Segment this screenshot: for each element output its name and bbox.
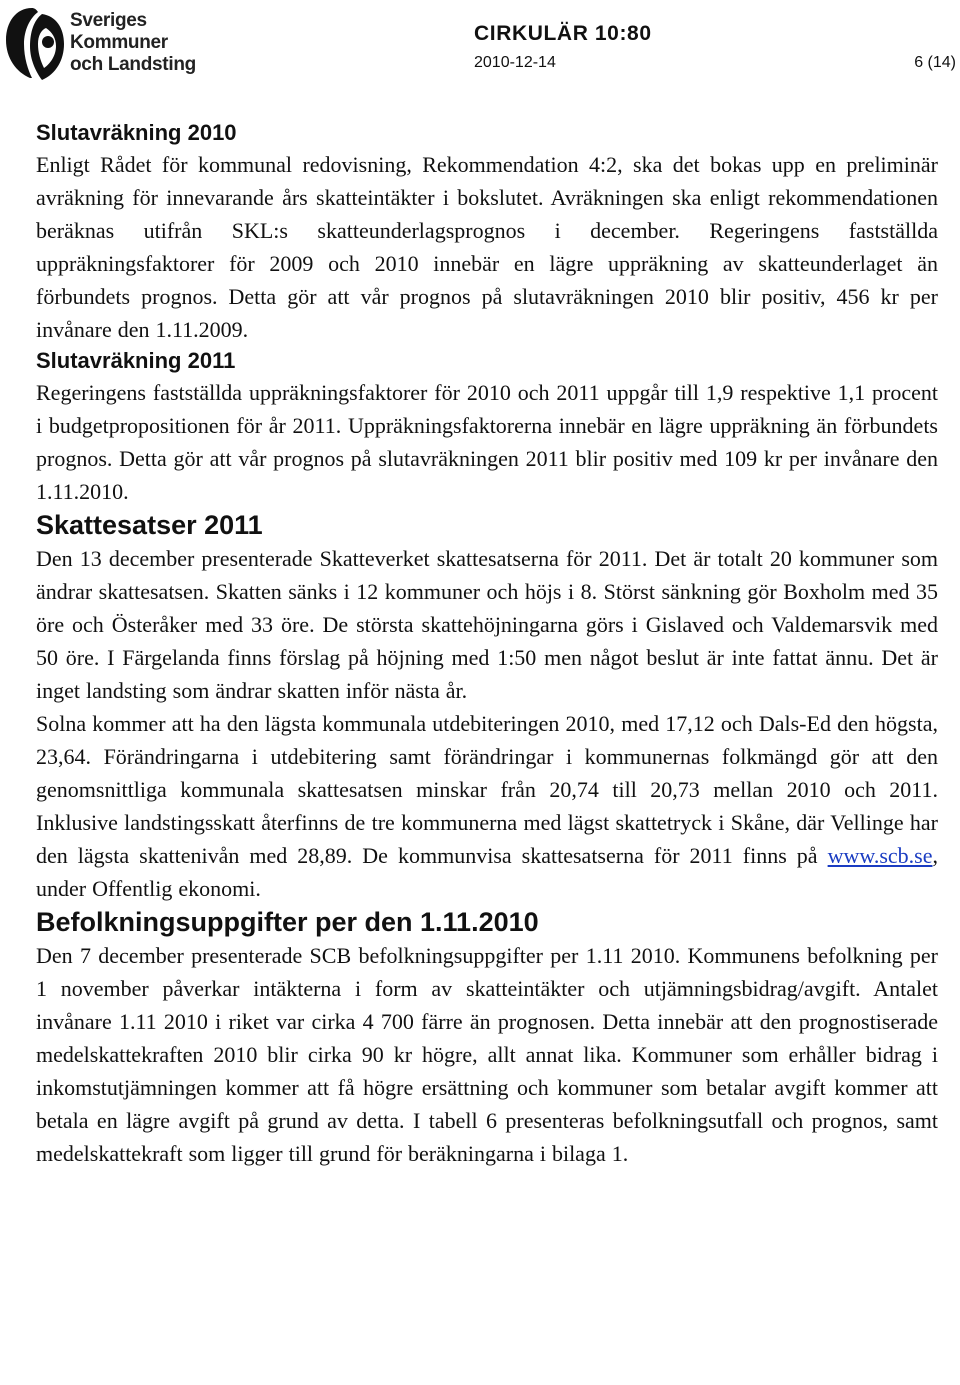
section-heading-skattesatser-2011: Skattesatser 2011: [36, 510, 263, 540]
circular-date: 2010-12-14: [474, 54, 556, 71]
paragraph-text-after-link: , under Offentlig ekonomi.: [36, 843, 938, 901]
logo-line-1: Sveriges: [70, 10, 147, 31]
logo-wordmark: [70, 10, 196, 76]
section-heading-slutavrakning-2011: Slutavräkning 2011: [36, 348, 236, 373]
section-heading-befolkningsuppgifter: Befolkningsuppgifter per den 1.11.2010: [36, 907, 539, 937]
skl-emblem-icon: [2, 2, 66, 82]
section-heading-slutavrakning-2010: Slutavräkning 2010: [36, 120, 237, 145]
paragraph-text-before-link: Solna kommer att ha den lägsta kommunala utdebiteringen 2010, med 17,12 och Dals-Ed den högsta, 23,64. Förändringarna i utdebitering samt förändringar i kommunernas folkmängd gör att den genomsnittliga kommunala skattesatsen minskar från 20,74 till 20,73 mellan 2010 och 2011. Inklusive landstingsskatt återfinns de tre kommunerna med lägst skattetryck i Skåne, där Vellinge har den lägsta skattenivån med 28,89. De kommunvisa skattesatserna för 2011 finns på: [36, 711, 938, 868]
section-paragraph: Den 13 december presenterade Skatteverket skattesatserna för 2011. Det är totalt 20 kommuner som ändrar skattesatsen. Skatten sänks i 12 kommuner och höjs i 8. Störst sänkning gör Boxholm med 35 öre och Österåker med 33 öre. De största skattehöjningarna görs i Gislaved och Valdemarsvik med 50 öre. I Färgelanda finns förslag på höjning med 1:50 men något beslut är inte fattat ännu. Det är inget landsting som ändrar skatten inför nästa år.: [36, 546, 938, 703]
circular-title: CIRKULÄR 10:80: [474, 22, 652, 45]
section-paragraph: Enligt Rådet för kommunal redovisning, Rekommendation 4:2, ska det bokas upp en preliminär avräkning för innevarande års skatteintäkter i bokslutet. Avräkningen ska enligt rekommendationen beräknas utifrån SKL:s skatteunderlagsprognos i december. Regeringens fastställda uppräkningsfaktorer för 2009 och 2010 innebär en lägre uppräkning av skatteunderlaget än förbundets prognos. Detta gör att vår prognos på slutavräkningen 2010 blir positiv, 456 kr per invånare den 1.11.2009.: [36, 152, 938, 342]
logo-line-3: och Landsting: [70, 54, 196, 75]
document-body: [36, 118, 938, 1170]
section-paragraph-with-link: [36, 707, 938, 905]
section-paragraph: Den 7 december presenterade SCB befolkningsuppgifter per 1.11 2010. Kommunens befolkning per 1 november påverkar intäkterna i form av skatteintäkter och utjämningsbidrag/avgift. Antalet invånare 1.11 2010 i riket var cirka 4 700 färre än prognosen. Detta innebär att den prognostiserade medelskattekraften 2010 blir cirka 90 kr högre, allt annat lika. Kommuner som erhåller bidrag i inkomstutjämningen kommer att få högre ersättning och kommuner som betalar avgift kommer att betala en lägre avgift på grund av detta. I tabell 6 presenteras befolkningsutfall och prognos, samt medelskattekraft som ligger till grund för beräkningarna i bilaga 1.: [36, 943, 938, 1166]
section-paragraph: Regeringens fastställda uppräkningsfaktorer för 2010 och 2011 uppgår till 1,9 respektive 1,1 procent i budgetpropositionen för år 2011. Uppräkningsfaktorerna innebär en lägre uppräkning än förbundets prognos. Detta gör att vår prognos på slutavräkningen 2011 blir positiv med 109 kr per invånare den 1.11.2010.: [36, 380, 938, 504]
skl-logo: [2, 2, 202, 82]
scb-link[interactable]: www.scb.se: [827, 843, 933, 868]
logo-line-2: Kommuner: [70, 32, 168, 53]
page-number: 6 (14): [914, 54, 956, 71]
